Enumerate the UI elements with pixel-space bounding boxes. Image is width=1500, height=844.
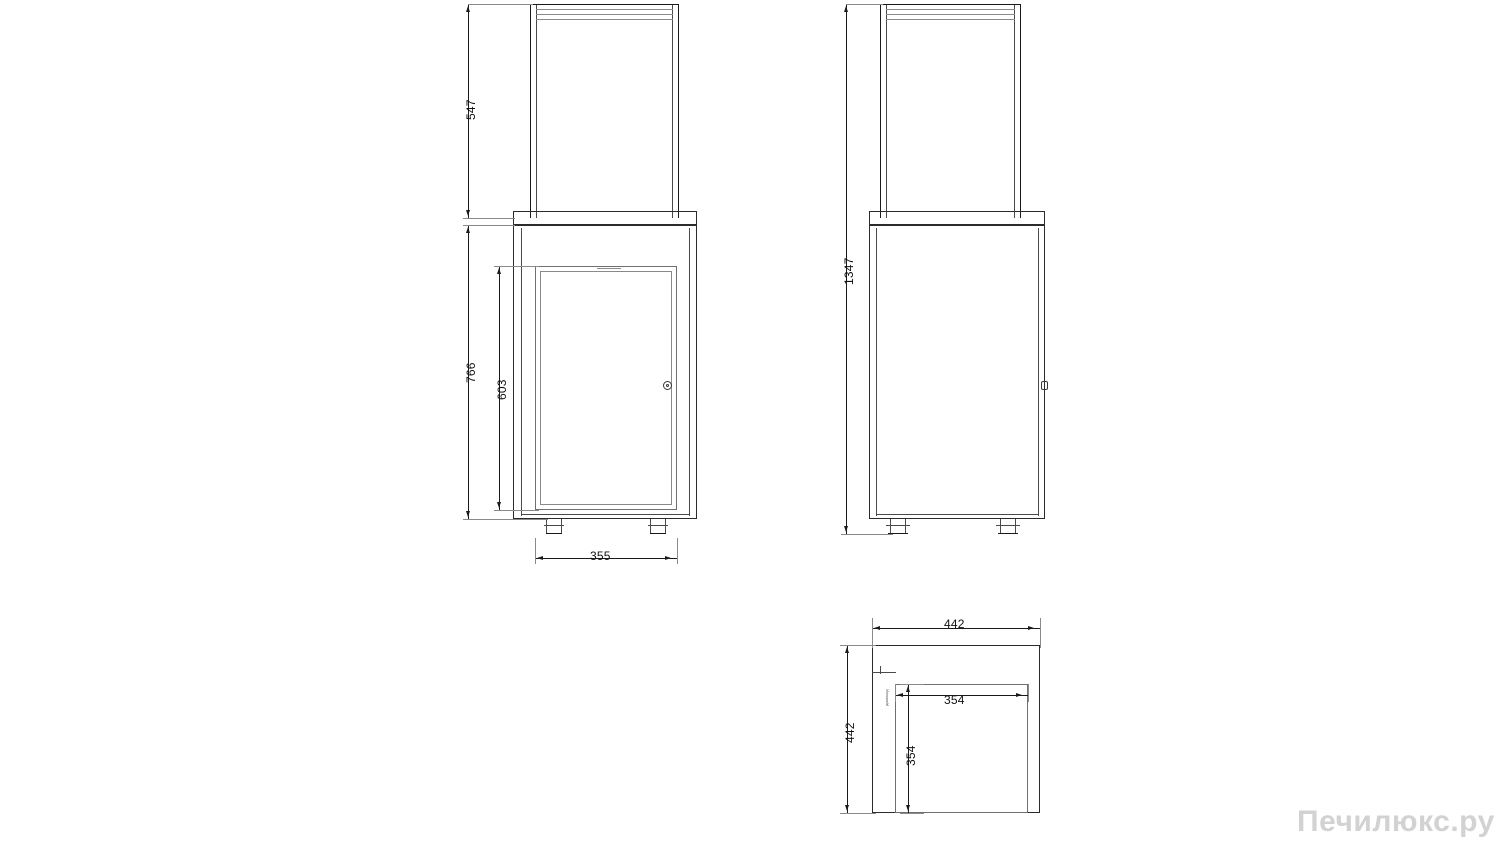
dim-442-w-arrow-left [874,626,880,630]
front-flue-left-inner [536,4,537,218]
dim-355-arrow-right [665,556,671,560]
front-flue-collar-line-1 [536,9,673,10]
side-top-plate [869,211,1045,225]
front-leg-1-base [546,533,562,534]
dim-547-label: 547 [464,99,478,120]
front-flue-collar-line-2 [536,14,673,15]
dim-354-w-label: 354 [944,693,965,707]
dim-354-d-arrow-top [906,686,910,692]
front-door-latch-center-icon [666,384,669,387]
dim-354-w-arrow-left [897,693,903,697]
front-top-plate [513,211,697,225]
dim-354-d-arrow-bottom [906,805,910,811]
side-body-left-inner [876,228,877,516]
dim-354-w-arrow-right [1016,693,1022,697]
dim-355-label: 355 [590,549,611,563]
dim-1347-arrow-bottom [844,526,848,532]
dim-442-d-ext-bottom [840,813,876,814]
side-leg-1-left [890,519,891,534]
side-leg-2-base [998,533,1018,534]
dim-355-arrow-left [537,556,543,560]
side-leg-2-pad [996,525,1020,526]
dim-354-d-label: 354 [904,745,918,766]
watermark: Печилюкс.ру [1297,805,1495,838]
front-leg-1-left [546,519,547,534]
dim-766-ext-top [463,225,515,226]
dim-442-d-arrow-top [845,647,849,653]
side-flue-left-inner [886,4,887,218]
dim-354-d-ext-bottom [900,813,924,814]
dim-547-arrow-top [466,6,470,12]
dim-442-w-arrow-right [1028,626,1034,630]
front-leg-2-pad [648,525,668,526]
dim-603-arrow-bottom [497,502,501,508]
front-leg-2-left [650,519,651,534]
front-body-bottom-inner [521,514,690,515]
front-leg-2-right [665,519,666,534]
side-flue-top-edge [880,4,1021,5]
dim-354-w-ext-left [895,684,896,702]
front-leg-1-right [561,519,562,534]
side-leg-1-pad [886,525,910,526]
front-body-left-inner [521,228,522,516]
dim-442-d-label: 442 [843,722,857,743]
top-flue-note: дымоход [884,689,889,706]
side-leg-2-right [1015,519,1016,534]
dim-547-arrow-bottom [466,210,470,216]
dim-355-ext-right [677,538,678,564]
dim-603-ext-bottom [494,510,539,511]
front-leg-2-base [650,533,666,534]
side-flue-collar-line-1 [886,9,1015,10]
dim-1347-ext-bottom [841,534,893,535]
dim-355-ext-left [535,538,536,564]
dim-442-w-ext-left [872,618,873,648]
dim-442-w-label: 442 [944,617,965,631]
dim-1347-arrow-top [844,6,848,12]
dim-1347-label: 1347 [842,257,856,285]
side-body-outer [869,225,1045,519]
dim-1347-ext-top [846,4,883,5]
front-flue-right-outer [678,4,679,218]
side-flue-collar-line-2 [886,14,1015,15]
dim-766-arrow-top [466,227,470,233]
front-flue-collar-line-3 [536,19,673,20]
front-body-right-inner [689,228,690,516]
side-flue-right-inner [1014,4,1015,218]
side-leg-2-left [1000,519,1001,534]
front-flue-top-edge [530,4,679,5]
side-latch-icon [1041,381,1048,390]
side-flue-collar-line-3 [886,19,1015,20]
side-flue-right-outer [1020,4,1021,218]
dim-354-w-ext-right [1028,684,1029,702]
front-flue-right-inner [672,4,673,218]
top-flue-notch-stub [880,666,881,674]
dim-442-w-ext-right [1040,618,1041,648]
dim-766-arrow-bottom [466,511,470,517]
front-door-top-marker [597,268,621,269]
dim-603-ext-top [494,266,539,267]
front-flue-left-outer [530,4,531,218]
front-door-inner [540,271,672,505]
front-leg-1-pad [544,525,564,526]
dim-442-d-ext-top [840,645,876,646]
dim-603-label: 603 [495,379,509,400]
side-flue-left-outer [880,4,881,218]
side-body-right-inner [1038,228,1039,516]
side-body-bottom-inner [876,514,1039,515]
dim-442-d-arrow-bottom [845,805,849,811]
dim-766-ext-bottom [463,519,548,520]
dim-354-d-ext-top [900,684,924,685]
side-leg-1-right [905,519,906,534]
dim-603-arrow-top [497,268,501,274]
dim-766-label: 766 [464,362,478,383]
top-flue-notch [872,672,896,673]
dim-547-ext-top [468,4,533,5]
dim-547-ext-bottom [463,218,515,219]
